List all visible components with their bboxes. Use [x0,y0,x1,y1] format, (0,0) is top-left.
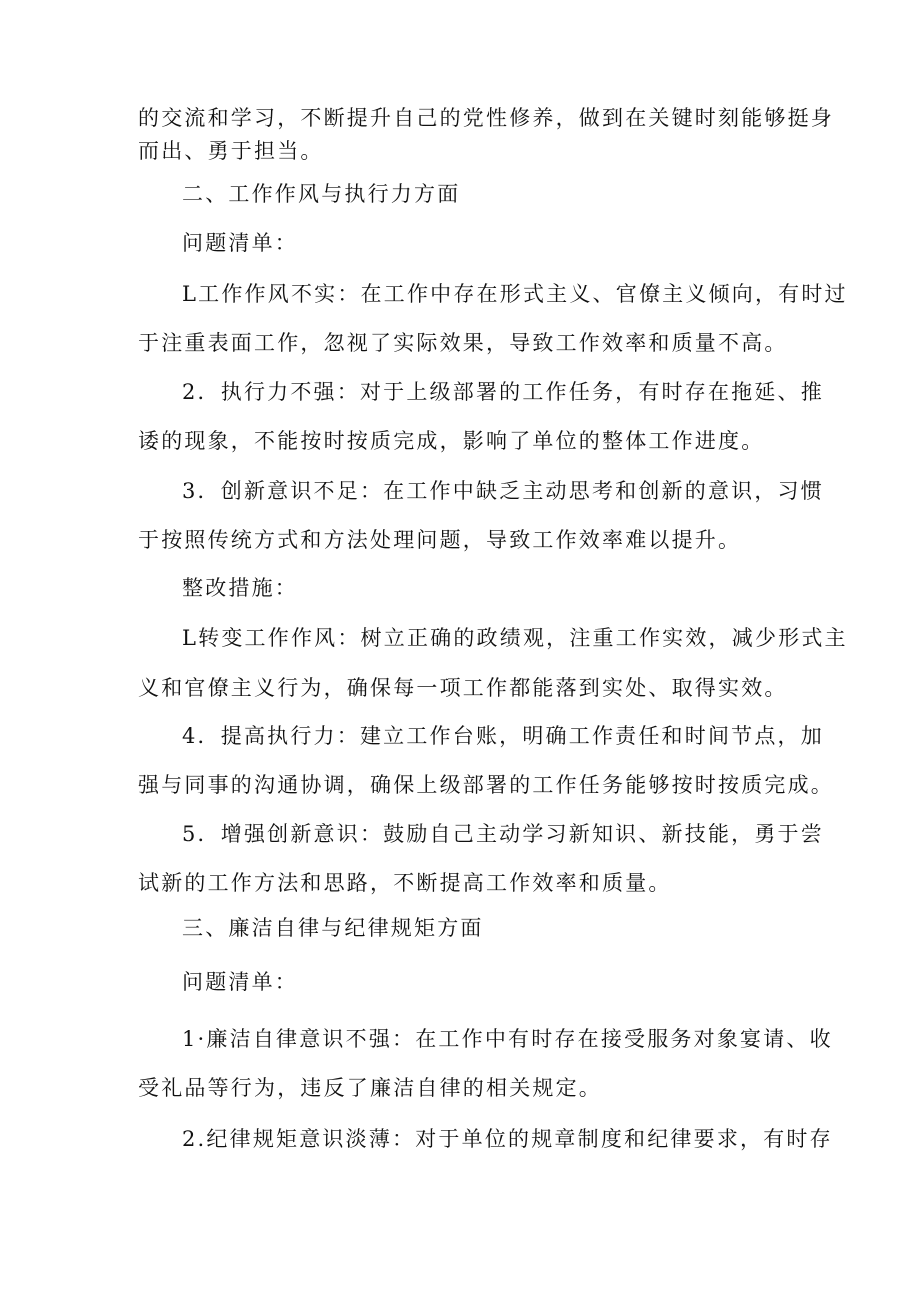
paragraph-line: 强与同事的沟通协调，确保上级部署的工作任务能够按时按质完成。 [138,773,834,797]
paragraph-line: 于按照传统方式和方法处理问题，导致工作效率难以提升。 [138,528,742,552]
list-item: 2.纪律规矩意识淡薄：对于单位的规章制度和纪律要求，有时存 [182,1127,833,1151]
paragraph-line: 的交流和学习，不断提升自己的党性修养，做到在关键时刻能够挺身 [138,106,834,130]
subheading: 整改措施： [182,576,298,600]
paragraph-line: 试新的工作方法和思路，不断提高工作效率和质量。 [138,871,672,895]
section-heading: 三、廉洁自律与纪律规矩方面 [182,916,484,940]
list-item: 2．执行力不强：对于上级部署的工作任务，有时存在拖延、推 [182,380,824,404]
list-item: 3．创新意识不足：在工作中缺乏主动思考和创新的意识，习惯 [182,479,824,503]
list-item: 5．增强创新意识：鼓励自己主动学习新知识、新技能，勇于尝 [182,822,824,846]
paragraph-line: 受礼品等行为，违反了廉洁自律的相关规定。 [138,1076,602,1100]
section-heading: 二、工作作风与执行力方面 [182,182,461,206]
subheading: 问题清单： [182,970,298,994]
list-item: 4．提高执行力：建立工作台账，明确工作责任和时间节点，加 [182,724,824,748]
paragraph-line: 于注重表面工作，忽视了实际效果，导致工作效率和质量不高。 [138,331,788,355]
paragraph-line: 义和官僚主义行为，确保每一项工作都能落到实处、取得实效。 [138,676,788,700]
subheading: 问题清单： [182,231,298,255]
paragraph-line: 诿的现象，不能按时按质完成，影响了单位的整体工作进度。 [138,429,765,453]
list-item: L工作作风不实：在工作中存在形式主义、官僚主义倾向，有时过 [182,282,848,306]
paragraph-line: 而出、勇于担当。 [138,139,324,163]
list-item: 1·廉洁自律意识不强：在工作中有时存在接受服务对象宴请、收 [182,1027,833,1051]
list-item: L转变工作作风：树立正确的政绩观，注重工作实效，减少形式主 [182,626,848,650]
